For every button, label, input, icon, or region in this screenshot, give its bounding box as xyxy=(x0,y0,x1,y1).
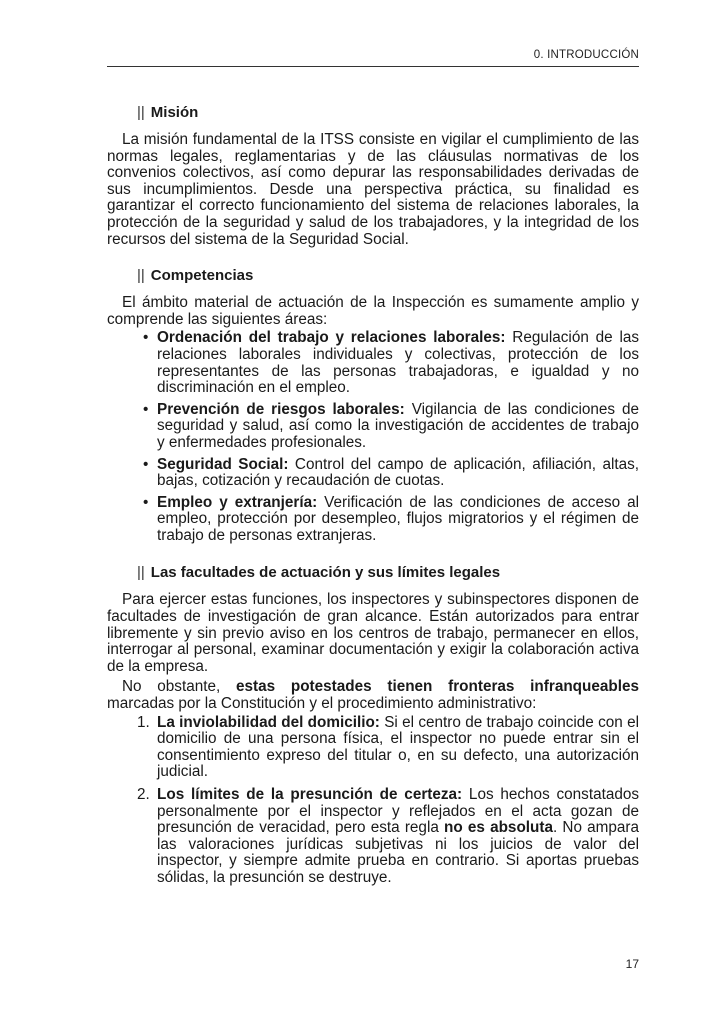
heading-bars: || xyxy=(137,267,145,285)
paragraph-text: marcadas por la Constitución y el procedimiento administrativo: xyxy=(107,695,537,713)
list-item xyxy=(157,402,639,452)
mision-paragraph: La misión fundamental de la ITSS consiste en vigilar el cumplimiento de las normas legales, reglamentarias y de las cláusulas normativas de los convenios colectivos, así como depurar las responsabilidades derivadas de sus incumplimientos. Desde una perspectiva práctica, su finalidad es garantizar el correcto funcionamiento del sistema de relaciones laborales, la protección de la seguridad y salud de los trabajadores, y la integridad de los recursos del sistema de la Seguridad Social. xyxy=(107,131,639,248)
section-title: Misión xyxy=(150,104,199,121)
section-heading-competencias xyxy=(137,267,639,285)
list-item xyxy=(157,330,639,396)
facultades-paragraph-2 xyxy=(107,679,639,712)
heading-bars: || xyxy=(137,564,145,582)
item-text: Regulación de las relaciones laborales individuales y colectivas, protección de los representantes de las personas trabajadoras, e igualdad y no discriminación en el empleo. xyxy=(157,329,639,397)
item-text: Vigilancia de las condiciones de seguridad y salud, así como la investigación de accidentes de trabajo y enfermedades profesionales. xyxy=(157,400,639,451)
item-term: Prevención de riesgos laborales: xyxy=(157,400,405,418)
item-emphasis: no es absoluta xyxy=(444,819,553,837)
item-number: 2. xyxy=(137,786,150,803)
competencias-list xyxy=(107,330,639,544)
list-item xyxy=(137,786,640,887)
item-term: Los límites de la presunción de certeza: xyxy=(157,786,463,803)
item-text: . No ampara las valoraciones jurídicas subjetivas ni los juicios de valor del inspector, y siempre admite prueba en contrario. Si aportas pruebas sólidas, la presunción se destruye. xyxy=(157,819,640,886)
item-number: 1. xyxy=(137,713,150,731)
header-divider xyxy=(107,66,639,67)
running-header: 0. INTRODUCCIÓN xyxy=(533,49,639,61)
item-term: Empleo y extranjería: xyxy=(157,493,318,511)
page-number: 17 xyxy=(625,957,639,971)
section-heading-facultades xyxy=(137,564,639,582)
item-term: La inviolabilidad del domicilio: xyxy=(157,713,380,731)
paragraph-text: No obstante, xyxy=(122,678,236,696)
item-text: Verificación de las condiciones de acceso al empleo, protección por desempleo, flujos migratorios y el régimen de trabajo de personas extranjeras. xyxy=(157,493,639,544)
list-item xyxy=(137,713,639,781)
facultades-paragraph-1: Para ejercer estas funciones, los inspectores y subinspectores disponen de facultades de investigación de gran alcance. Están autorizados para entrar libremente y sin previo aviso en los centros de trabajo, permanecer en ellos, interrogar al personal, examinar documentación y exigir la colaboración activa de la empresa. xyxy=(107,591,639,675)
list-item xyxy=(157,495,639,545)
item-term: Seguridad Social: xyxy=(157,455,289,473)
list-item xyxy=(157,457,639,490)
paragraph-emphasis: estas potestades tienen fronteras infranqueables xyxy=(235,678,639,696)
section-title: Las facultades de actuación y sus límites legales xyxy=(150,564,501,582)
section-heading-mision xyxy=(137,104,639,122)
page-body xyxy=(107,100,639,893)
item-text: Si el centro de trabajo coincide con el domicilio de una persona física, el inspector no puede entrar sin el consentimiento expreso del titular o, en su defecto, una autorización judicial. xyxy=(157,713,639,781)
item-term: Ordenación del trabajo y relaciones laborales: xyxy=(157,329,506,347)
competencias-intro: El ámbito material de actuación de la Inspección es sumamente amplio y comprende las siguientes áreas: xyxy=(107,294,639,328)
section-title: Competencias xyxy=(150,267,254,285)
heading-bars: || xyxy=(137,104,145,121)
limites-list xyxy=(107,715,639,887)
item-text: Los hechos constatados personalmente por el inspector y reflejados en el acta gozan de presunción de veracidad, pero esta regla xyxy=(157,786,639,837)
item-text: Control del campo de aplicación, afiliación, altas, bajas, cotización y recaudación de cuotas. xyxy=(157,455,640,490)
